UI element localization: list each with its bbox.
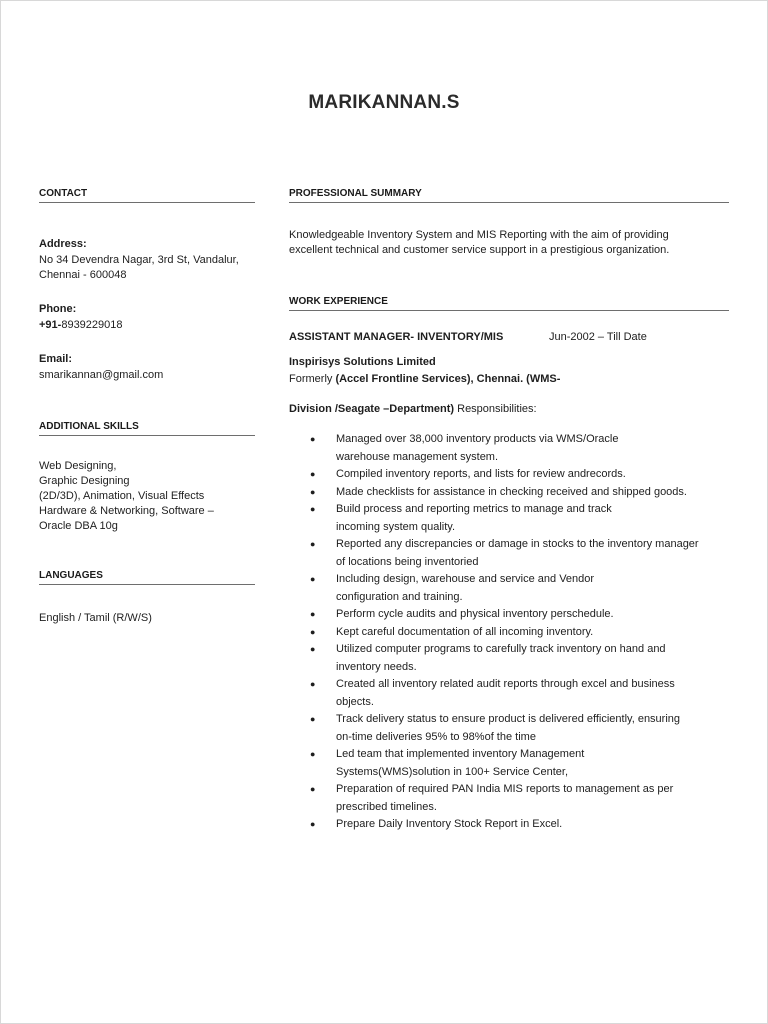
responsibility-item [310,606,730,624]
address-label: Address: [39,238,87,250]
formerly-name: (Accel Frontline Services), Chennai. (WMS- [335,373,561,385]
bullet-icon: ● [310,539,316,549]
responsibility-item [310,571,730,606]
experience-heading: WORK EXPERIENCE [289,296,729,311]
bullet-icon: ● [310,574,316,584]
responsibility-item [310,641,730,676]
languages-value: English / Tamil (R/W/S) [39,612,152,624]
email-value: smarikannan@gmail.com [39,369,164,381]
company-name: Inspirisys Solutions Limited [289,356,436,368]
address-line-1: No 34 Devendra Nagar, 3rd St, Vandalur, [39,254,239,266]
email-label: Email: [39,353,73,365]
responsibility-item [310,466,730,484]
responsibility-line: inventory needs. [336,660,417,673]
division-name: Division /Seagate –Department) [289,403,455,415]
bullet-icon: ● [310,819,316,829]
responsibility-item [310,431,730,466]
responsibility-item [310,536,730,571]
phone-prefix: +91- [39,319,62,331]
bullet-icon: ● [310,609,316,619]
responsibilities-list [310,431,730,834]
responsibility-line: prescribed timelines. [336,800,437,813]
phone-number [39,317,123,333]
summary-text [289,228,669,258]
responsibility-item [310,624,730,642]
skills-list [39,459,214,534]
bullet-icon: ● [310,486,316,497]
responsibility-line: on-time deliveries 95% to 98%of the time [336,730,536,743]
responsibility-line: Systems(WMS)solution in 100+ Service Center, [336,765,569,778]
responsibility-item [310,781,730,816]
responsibility-line: Managed over 38,000 inventory products via WMS/Oracle [336,433,619,445]
job-role: ASSISTANT MANAGER- INVENTORY/MIS [289,331,504,343]
skill-line: Hardware & Networking, Software – [39,505,214,517]
address-line-2: Chennai - 600048 [39,269,127,281]
phone-label: Phone: [39,303,77,315]
responsibility-item [310,501,730,536]
responsibility-line: incoming system quality. [336,520,456,533]
responsibility-line: Compiled inventory reports, and lists for review andrecords. [336,468,626,480]
responsibility-item [310,711,730,746]
responsibility-line: Preparation of required PAN India MIS reports to management as per [336,783,674,795]
responsibility-line: Kept careful documentation of all incoming inventory. [336,625,594,638]
skills-heading: ADDITIONAL SKILLS [39,421,255,436]
responsibility-line: configuration and training. [336,590,463,603]
bullet-icon: ● [310,504,316,514]
bullet-icon: ● [310,714,316,724]
responsibility-line: Build process and reporting metrics to manage and track [336,503,612,515]
skill-line: Oracle DBA 10g [39,520,118,532]
division-line [289,401,537,417]
company-formerly [289,371,560,387]
responsibility-line: Made checklists for assistance in checking received and shipped goods. [336,485,687,498]
summary-heading: PROFESSIONAL SUMMARY [289,188,729,203]
bullet-icon: ● [310,469,316,479]
phone-value: 8939229018 [61,319,123,331]
responsibility-item [310,676,730,711]
bullet-icon: ● [310,784,316,794]
bullet-icon: ● [310,679,316,689]
responsibility-line: Created all inventory related audit reports through excel and business [336,678,675,690]
responsibility-item [310,746,730,781]
bullet-icon: ● [310,626,316,637]
responsibility-line: objects. [336,695,374,708]
responsibility-item [310,816,730,834]
skill-line: Web Designing, [39,460,117,472]
skill-line: Graphic Designing [39,475,130,487]
bullet-icon: ● [310,434,316,444]
skill-line: (2D/3D), Animation, Visual Effects [39,490,205,502]
responsibility-line: Reported any discrepancies or damage in stocks to the inventory manager [336,538,699,550]
responsibility-line: Prepare Daily Inventory Stock Report in Excel. [336,818,563,830]
responsibility-line: warehouse management system. [336,450,499,463]
bullet-icon: ● [310,749,316,759]
languages-heading: LANGUAGES [39,570,255,585]
bullet-icon: ● [310,644,316,654]
formerly-prefix: Formerly [289,373,336,385]
responsibility-line: Led team that implemented inventory Management [336,748,585,760]
summary-line: Knowledgeable Inventory System and MIS Reporting with the aim of providing [289,229,669,241]
responsibility-line: Perform cycle audits and physical inventory perschedule. [336,608,614,620]
division-rest: Responsibilities: [454,403,537,415]
job-dates: Jun-2002 – Till Date [549,331,647,343]
responsibility-line: Including design, warehouse and service and Vendor [336,573,595,585]
responsibility-line: Utilized computer programs to carefully track inventory on hand and [336,643,666,655]
candidate-name: MARIKANNAN.S [308,92,460,113]
contact-heading: CONTACT [39,188,255,203]
responsibility-item [310,484,730,502]
responsibility-line: of locations being inventoried [336,555,479,568]
summary-line: excellent technical and customer service support in a prestigious organization. [289,244,670,256]
responsibility-line: Track delivery status to ensure product is delivered efficiently, ensuring [336,713,681,725]
